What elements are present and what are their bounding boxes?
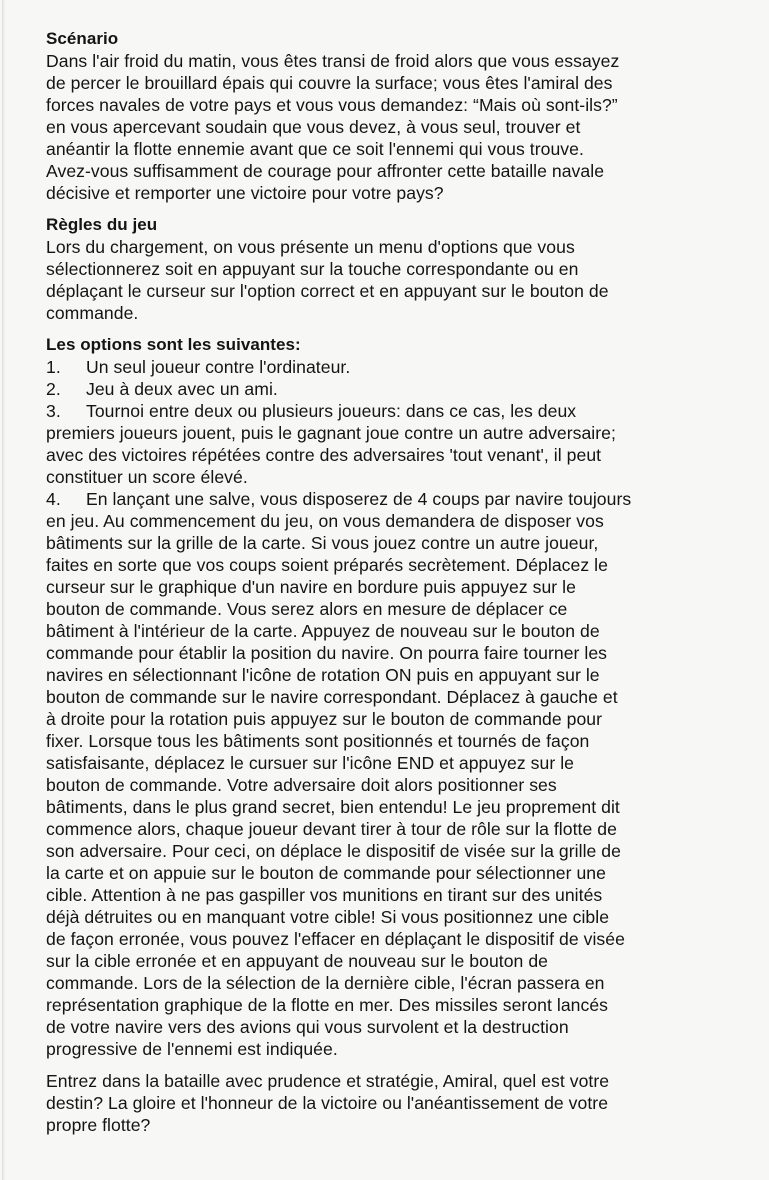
closing-line: propre flotte? bbox=[46, 1115, 151, 1135]
closing-line: destin? La gloire et l'honneur de la victoire ou l'anéantissement de votre bbox=[46, 1093, 609, 1113]
rules-line: commande. bbox=[46, 303, 139, 323]
option-text-line: déjà détruites ou en manquant votre cible! Si vous positionnez une cible bbox=[46, 907, 610, 927]
option-number: 4. bbox=[46, 489, 61, 509]
scenario-line: Avez-vous suffisamment de courage pour affronter cette bataille navale bbox=[46, 161, 605, 181]
option-text-line: sur la cible erronée et en appuyant de nouveau sur le bouton de bbox=[46, 951, 548, 971]
option-text-line: fixer. Lorsque tous les bâtiments sont positionnés et tournés de façon bbox=[46, 731, 590, 751]
option-text-line: son adversaire. Pour ceci, on déplace le dispositif de visée sur la grille de bbox=[46, 841, 621, 861]
option-text: Un seul joueur contre l'ordinateur. bbox=[86, 357, 351, 377]
scenario-heading: Scénario bbox=[46, 29, 119, 48]
option-text-line: bâtiments, dans le plus grand secret, bien entendu! Le jeu proprement dit bbox=[46, 797, 620, 817]
option-text-line: à droite pour la rotation puis appuyez sur le bouton de commande pour bbox=[46, 709, 603, 729]
option-text-line: satisfaisante, déplacez le cursuer sur l'icône END et appuyez sur le bbox=[46, 753, 574, 773]
rules-heading: Règles du jeu bbox=[46, 215, 158, 234]
option-text: Jeu à deux avec un ami. bbox=[86, 379, 278, 399]
option-number: 2. bbox=[46, 379, 61, 399]
option-text-line: représentation graphique de la flotte en mer. Des missiles seront lancés bbox=[46, 995, 609, 1015]
closing-line: Entrez dans la bataille avec prudence et stratégie, Amiral, quel est votre bbox=[46, 1071, 610, 1091]
option-item-1 bbox=[46, 356, 736, 378]
option-text-line: bâtiments sur la grille de la carte. Si vous jouez contre un autre joueur, bbox=[46, 533, 599, 553]
option-item-4 bbox=[46, 488, 736, 510]
option-text-line: bouton de commande. Votre adversaire doit alors positionner ses bbox=[46, 775, 557, 795]
option-text-line: bouton de commande sur le navire correspondant. Déplacez à gauche et bbox=[46, 687, 618, 707]
rules-line: déplaçant le curseur sur l'option correct et en appuyant sur le bouton de bbox=[46, 281, 609, 301]
rules-line: Lors du chargement, on vous présente un menu d'options que vous bbox=[46, 237, 575, 257]
option-text-line: commande. Lors de la sélection de la dernière cible, l'écran passera en bbox=[46, 973, 605, 993]
scenario-line: de percer le brouillard épais qui couvre la surface; vous êtes l'amiral des bbox=[46, 73, 613, 93]
option-text-line: premiers joueurs jouent, puis le gagnant joue contre un autre adversaire; bbox=[46, 423, 616, 443]
page-edge-shadow bbox=[2, 0, 5, 1180]
option-text-line: commande pour établir la position du navire. On pourra faire tourner les bbox=[46, 643, 608, 663]
option-text-line: faites en sorte que vos coups soient préparés secrètement. Déplacez le bbox=[46, 555, 608, 575]
option-number: 3. bbox=[46, 401, 61, 421]
scenario-line: forces navales de votre pays et vous vous demandez: “Mais où sont-ils?” bbox=[46, 95, 618, 115]
option-text-line: la carte et on appuie sur le bouton de commande pour sélectionner une bbox=[46, 863, 606, 883]
option-text-line: en jeu. Au commencement du jeu, on vous demandera de disposer vos bbox=[46, 511, 604, 531]
scenario-line: anéantir la flotte ennemie avant que ce soit l'ennemi qui vous trouve. bbox=[46, 139, 584, 159]
scenario-line: en vous apercevant soudain que vous devez, à vous seul, trouver et bbox=[46, 117, 581, 137]
option-item-2 bbox=[46, 378, 736, 400]
option-text: Tournoi entre deux ou plusieurs joueurs: dans ce cas, les deux bbox=[86, 401, 577, 421]
manual-page bbox=[46, 28, 736, 1136]
option-text-line: avec des victoires répétées contre des adversaires 'tout venant', il peut bbox=[46, 445, 602, 465]
option-text-line: bouton de commande. Vous serez alors en mesure de déplacer ce bbox=[46, 599, 568, 619]
option-text-line: cible. Attention à ne pas gaspiller vos munitions en tirant sur des unités bbox=[46, 885, 603, 905]
option-item-3 bbox=[46, 400, 736, 422]
option-text-line: constituer un score élevé. bbox=[46, 467, 248, 487]
option-text-line: de façon erronée, vous pouvez l'effacer en déplaçant le dispositif de visée bbox=[46, 929, 625, 949]
option-text-line: navires en sélectionnant l'icône de rotation ON puis en appuyant sur le bbox=[46, 665, 600, 685]
option-text-line: bâtiment à l'intérieur de la carte. Appuyez de nouveau sur le bouton de bbox=[46, 621, 600, 641]
option-text: En lançant une salve, vous disposerez de 4 coups par navire toujours bbox=[86, 489, 632, 509]
option-text-line: curseur sur le graphique d'un navire en bordure puis appuyez sur le bbox=[46, 577, 576, 597]
option-text-line: de votre navire vers des avions qui vous survolent et la destruction bbox=[46, 1017, 569, 1037]
rules-line: sélectionnerez soit en appuyant sur la touche correspondante ou en bbox=[46, 259, 579, 279]
scenario-line: décisive et remporter une victoire pour votre pays? bbox=[46, 183, 444, 203]
scenario-line: Dans l'air froid du matin, vous êtes transi de froid alors que vous essayez bbox=[46, 51, 620, 71]
option-text-line: progressive de l'ennemi est indiquée. bbox=[46, 1039, 338, 1059]
option-number: 1. bbox=[46, 357, 61, 377]
option-text-line: commence alors, chaque joueur devant tirer à tour de rôle sur la flotte de bbox=[46, 819, 617, 839]
options-heading: Les options sont les suivantes: bbox=[46, 335, 301, 354]
